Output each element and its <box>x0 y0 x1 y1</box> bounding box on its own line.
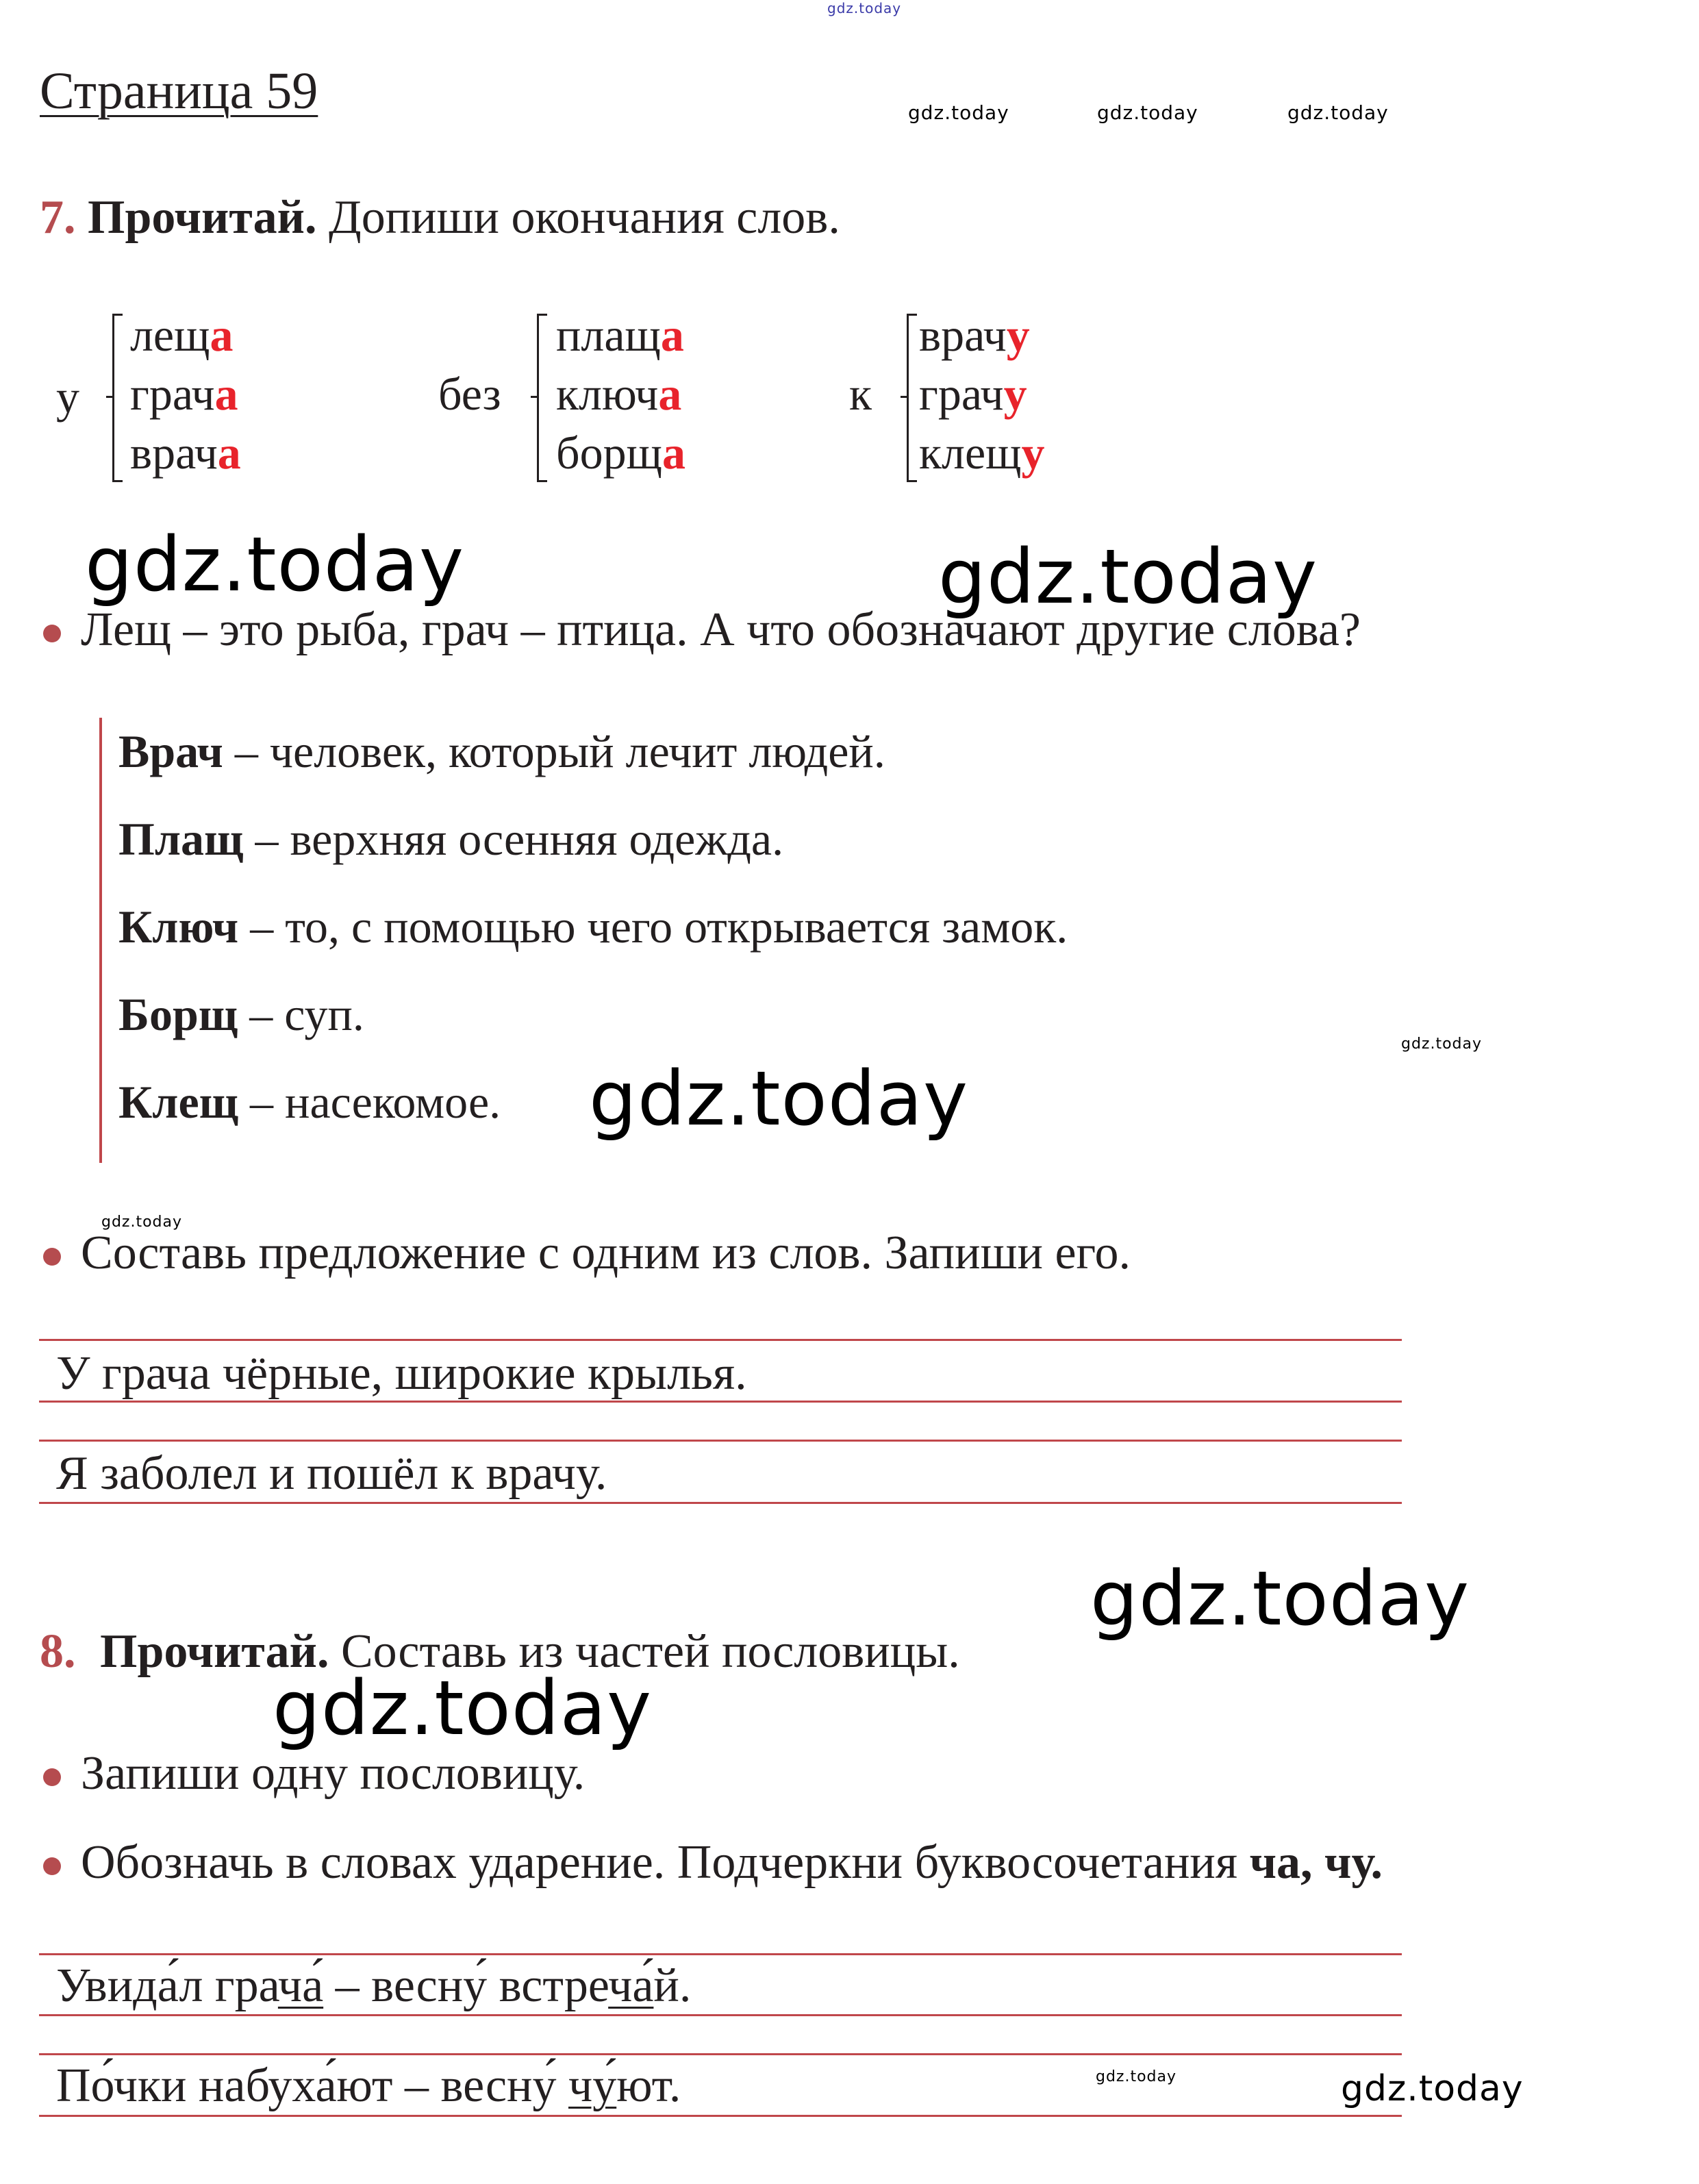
definition-3: Ключ – то, с помощью чего открывается замок. <box>118 901 1068 953</box>
watermark-large-3: gdz.today <box>589 1055 969 1142</box>
answer-rule-1 <box>39 1339 1402 1341</box>
watermark-top: gdz.today <box>827 0 902 16</box>
watermark-large-2: gdz.today <box>938 533 1318 620</box>
definitions-bar <box>99 718 102 1163</box>
task8-text: Составь из частей пословицы. <box>340 1625 960 1678</box>
proverb-rule-2 <box>39 2014 1402 2016</box>
group2-word-2: ключа <box>556 368 682 420</box>
answer-rule-4 <box>39 1502 1402 1504</box>
watermark-large-4: gdz.today <box>1090 1555 1470 1642</box>
group3-brace <box>907 314 917 482</box>
bullet-8-1 <box>43 1768 61 1786</box>
group2-brace-tick <box>531 396 537 398</box>
group2-word-3: борща <box>556 427 685 479</box>
answer-rule-3 <box>39 1440 1402 1442</box>
group3-brace-tick <box>901 396 907 398</box>
proverb-rule-1 <box>39 1953 1402 1955</box>
watermark-medium-1: gdz.today <box>1341 2068 1524 2109</box>
definition-4: Борщ – суп. <box>118 988 364 1040</box>
definition-5: Клещ – насекомое. <box>118 1076 501 1128</box>
group3-word-1: врачу <box>919 309 1030 361</box>
watermark-small-3: gdz.today <box>1287 101 1389 124</box>
task7-bold: Прочитай. <box>88 191 317 244</box>
watermark-small-5: gdz.today <box>101 1214 183 1231</box>
group1-brace-tick <box>106 396 112 398</box>
proverb-rule-4 <box>39 2115 1402 2117</box>
task7-text: Допиши окончания слов. <box>328 191 840 244</box>
proverb-rule-3 <box>39 2053 1402 2055</box>
task7-question: Лещ – это рыба, грач – птица. А что обозначают другие слова? <box>81 603 1361 656</box>
bullet-instruction <box>43 1248 61 1266</box>
page-title: Страница 59 <box>40 62 318 120</box>
task7-number: 7. <box>40 191 76 244</box>
group1-word-2: грача <box>130 368 238 420</box>
proverb-1: Увида́л грача́ – весну́ встреча́й. <box>56 1959 692 2012</box>
watermark-small-4: gdz.today <box>1401 1035 1483 1053</box>
group3-word-2: грачу <box>919 368 1027 420</box>
answer-2: Я заболел и пошёл к врачу. <box>56 1447 607 1500</box>
task8-bold: Прочитай. <box>100 1625 329 1678</box>
answer-rule-2 <box>39 1401 1402 1403</box>
bullet-question <box>43 625 61 642</box>
group1-brace <box>112 314 123 482</box>
proverb-2: По́чки набуха́ют – весну́ чу́ют. <box>56 2059 681 2112</box>
watermark-small-1: gdz.today <box>908 101 1009 124</box>
task7-heading <box>40 190 840 245</box>
group3-prep: к <box>849 368 872 420</box>
watermark-small-2: gdz.today <box>1097 101 1198 124</box>
group1-prep: у <box>56 371 79 423</box>
task8-bullet1: Запиши одну пословицу. <box>81 1747 586 1800</box>
group2-brace <box>537 314 547 482</box>
group1-word-1: леща <box>130 309 234 361</box>
answer-1: У грача чёрные, широкие крылья. <box>56 1347 747 1400</box>
group1-word-3: врача <box>130 427 241 479</box>
task8-number: 8. <box>40 1625 76 1678</box>
group2-prep: без <box>438 368 501 420</box>
watermark-large-1: gdz.today <box>85 520 465 608</box>
definition-2: Плащ – верхняя осенняя одежда. <box>118 813 784 865</box>
group2-word-1: плаща <box>556 309 684 361</box>
definition-1: Врач – человек, который лечит людей. <box>118 725 885 777</box>
task7-instruction: Составь предложение с одним из слов. Запиши его. <box>81 1227 1131 1279</box>
group3-word-3: клещу <box>919 427 1045 479</box>
task8-bullet2: Обозначь в словах ударение. Подчеркни буквосочетания ча, чу. <box>81 1836 1383 1889</box>
watermark-large-5: gdz.today <box>273 1664 653 1752</box>
bullet-8-2 <box>43 1857 61 1875</box>
watermark-small-6: gdz.today <box>1096 2068 1177 2085</box>
